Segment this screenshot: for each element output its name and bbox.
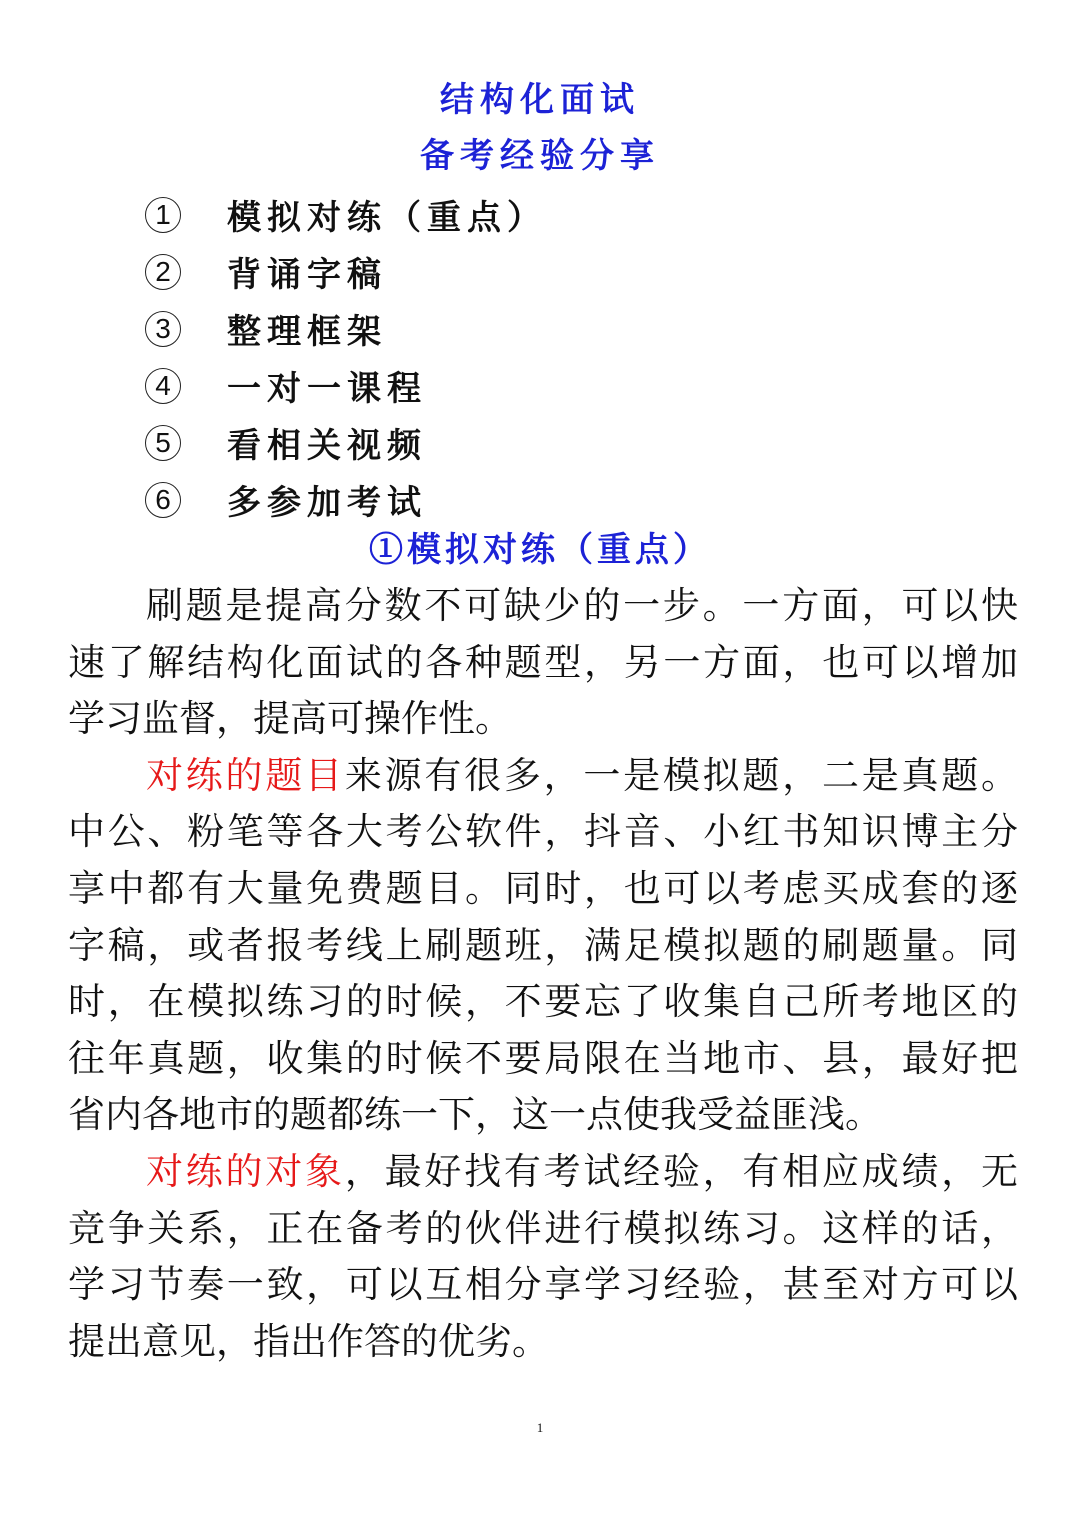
circled-number: 1 — [145, 197, 181, 233]
document-subtitle: 备考经验分享 — [420, 136, 660, 176]
paragraph-line: 时，在模拟练习的时候，不要忘了收集自己所考地区的 — [68, 980, 1018, 1024]
outline-item — [145, 414, 547, 471]
outline-item-text: 模拟对练（重点） — [227, 198, 547, 238]
section-heading: ①模拟对练（重点） — [369, 530, 711, 570]
paragraph-line: 往年真题，收集的时候不要局限在当地市、县，最好把 — [68, 1036, 1018, 1080]
paragraph-line: 享中都有大量免费题目。同时，也可以考虑买成套的逐 — [68, 866, 1018, 910]
line-text: ，最好找有考试经验，有相应成绩，无 — [344, 1149, 1019, 1193]
outline-item — [145, 357, 547, 414]
outline-list — [145, 186, 547, 528]
paragraph-line: 竞争关系，正在备考的伙伴进行模拟练习。这样的话， — [68, 1206, 1018, 1250]
paragraph-line: 字稿，或者报考线上刷题班，满足模拟题的刷题量。同 — [68, 923, 1018, 967]
body-text — [68, 578, 1018, 1370]
outline-item — [145, 471, 547, 528]
paragraph-line: 中公、粉笔等各大考公软件，抖音、小红书知识博主分 — [68, 810, 1018, 854]
outline-item-text: 背诵字稿 — [227, 255, 387, 295]
circled-number: 2 — [145, 254, 181, 290]
line-text: 来源有很多，一是模拟题，二是真题。 — [344, 753, 1019, 797]
paragraph-line: 学习节奏一致，可以互相分享学习经验，甚至对方可以 — [68, 1263, 1018, 1307]
outline-item — [145, 300, 547, 357]
paragraph-line: 提出意见，指出作答的优劣。 — [68, 1319, 549, 1363]
circled-number: 4 — [145, 368, 181, 404]
highlight-text: 对练的对象 — [146, 1149, 345, 1193]
circled-number: 6 — [145, 482, 181, 518]
circled-number: 5 — [145, 425, 181, 461]
paragraph-line: 速了解结构化面试的各种题型，另一方面，也可以增加 — [68, 640, 1018, 684]
outline-item — [145, 186, 547, 243]
outline-item — [145, 243, 547, 300]
paragraph-line: 省内各地市的题都练一下，这一点使我受益匪浅。 — [68, 1093, 882, 1137]
outline-item-text: 整理框架 — [227, 312, 387, 352]
document-title: 结构化面试 — [440, 80, 640, 120]
page-number: 1 — [536, 1420, 544, 1435]
paragraph-line: 刷题是提高分数不可缺少的一步。一方面，可以快 — [146, 584, 1018, 627]
circled-number: 3 — [145, 311, 181, 347]
paragraph-line — [68, 1144, 1018, 1201]
outline-item-text: 多参加考试 — [227, 483, 427, 523]
paragraph-line — [68, 748, 1018, 805]
outline-item-text: 看相关视频 — [227, 426, 427, 466]
outline-item-text: 一对一课程 — [227, 369, 427, 409]
paragraph-line: 学习监督，提高可操作性。 — [68, 697, 512, 741]
highlight-text: 对练的题目 — [146, 753, 345, 797]
